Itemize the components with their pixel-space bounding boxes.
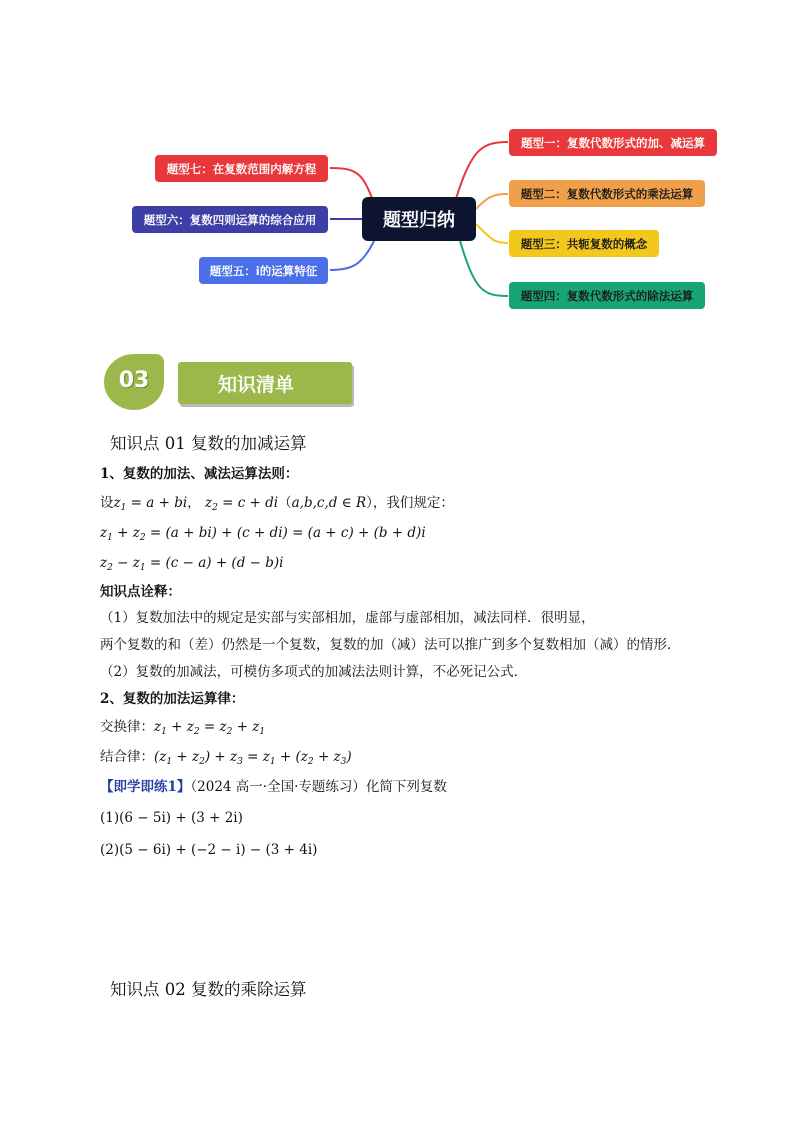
definition-line (100, 495, 454, 514)
commutative-label: 交换律： (100, 719, 154, 735)
heading-add-sub-rules: 1、复数的加法、减法运算法则： (100, 466, 299, 482)
mind-map-node-type4: 题型四：复数代数形式的除法运算 (509, 282, 705, 309)
knowledge-point-1-title: 知识点 01 复数的加减运算 (110, 434, 307, 453)
mind-map-center: 题型归纳 (362, 197, 476, 241)
formula-difference: $z_2 - z_1 = (c - a) + (d - b)i$ (100, 555, 284, 573)
formula-condition: a,b,c,d ∈ R (291, 495, 367, 511)
commutative-law (100, 719, 265, 738)
formula-sum: $z_1 + z_2 = (a + bi) + (c + di) = (a + c) + (b + d)i$ (100, 525, 426, 543)
question-1: (1)(6 − 5i) + (3 + 2i) (100, 810, 243, 826)
definition-cond-open: （ (278, 495, 292, 511)
mind-map-node-type7: 题型七：在复数范围内解方程 (155, 155, 328, 182)
section-number: 03 (118, 367, 150, 393)
knowledge-point-2-title: 知识点 02 复数的乘除运算 (110, 980, 307, 999)
definition-prefix: 设 (100, 495, 114, 511)
mind-map-node-type3: 题型三：共轭复数的概念 (509, 230, 659, 257)
formula-associative: $(z_1 + z_2) + z_3 = z_1 + (z_2 + z_3)$ (154, 749, 352, 767)
mind-map-node-type6: 题型六：复数四则运算的综合应用 (132, 206, 328, 233)
formula-commutative: $z_1 + z_2 = z_2 + z_1$ (154, 719, 266, 737)
question-2: (2)(5 − 6i) + (−2 − i) − (3 + 4i) (100, 842, 318, 858)
note-2: （2）复数的加减法，可模仿多项式的加减法法则计算，不必死记公式． (100, 664, 528, 680)
mind-map-node-type5: 题型五：i的运算特征 (199, 257, 328, 284)
definition-separator: ， (187, 495, 201, 511)
section-title: 知识清单 (178, 362, 352, 404)
definition-suffix: ），我们规定： (366, 495, 454, 511)
practice-tag: 【即学即练1】 (100, 779, 191, 795)
practice-text: （2024 高一·全国·专题练习）化简下列复数 (190, 779, 447, 795)
associative-law (100, 749, 352, 768)
mind-map (0, 0, 794, 330)
note-1-continued: 两个复数的和（差）仍然是一个复数，复数的加（减）法可以推广到多个复数相加（减）的情形． (100, 637, 681, 653)
note-title: 知识点诠释： (100, 584, 181, 600)
associative-label: 结合律： (100, 749, 154, 765)
mind-map-node-type2: 题型二：复数代数形式的乘法运算 (509, 180, 705, 207)
mind-map-node-type1: 题型一：复数代数形式的加、减运算 (509, 129, 717, 156)
practice-line (100, 779, 447, 795)
formula-z2-def: $z_2 = c$ + di (204, 495, 279, 513)
note-1: （1）复数加法中的规定是实部与实部相加，虚部与虚部相加，减法同样．很明显， (100, 610, 595, 626)
mind-map-connectors (0, 0, 794, 330)
heading-addition-laws: 2、复数的加法运算律： (100, 691, 245, 707)
section-banner (104, 352, 354, 412)
formula-z1-def: $z_1 = a$ + bi (113, 495, 188, 513)
